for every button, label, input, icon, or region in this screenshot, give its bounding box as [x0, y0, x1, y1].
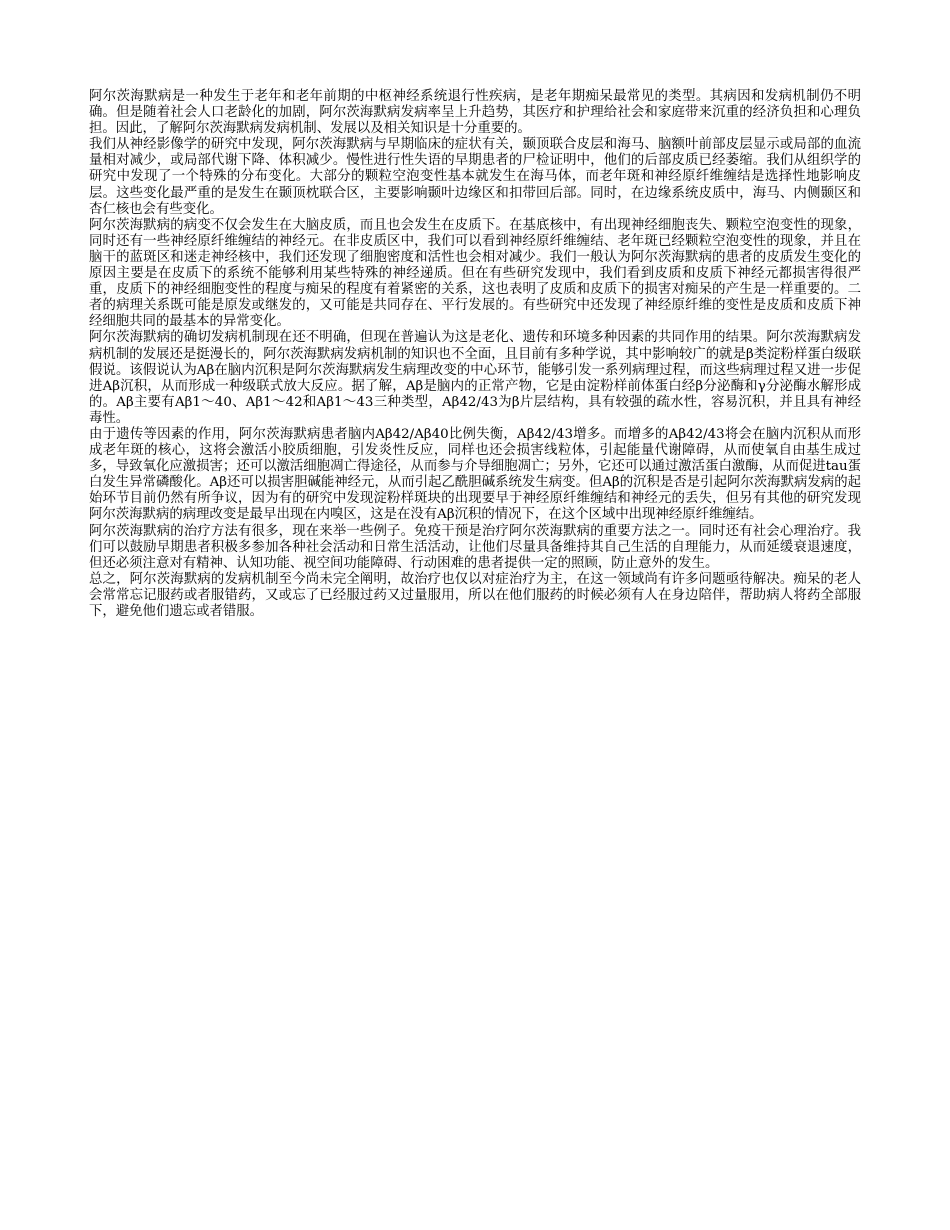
paragraph-neuroimaging: 我们从神经影像学的研究中发现，阿尔茨海默病与早期临床的症状有关，颞顶联合皮层和海马、脑额叶前部皮层显示或局部的血流量相对减少，或局部代谢下降、体积减少。慢性进行性失语的早期患者的尸检证明中，他们的后部皮质已经萎缩。我们从组织学的研究中发现了一个特殊的分布变化。大部分的颗粒空泡变性基本就发生在海马体，而老年斑和神经原纤维缠结是选择性地影响皮层。这些变化最严重的是发生在颞顶枕联合区，主要影响颞叶边缘区和扣带回后部。同时，在边缘系统皮质中，海马、内侧颞区和杏仁核也会有些变化。 [89, 137, 861, 217]
document-body [89, 89, 861, 620]
paragraph-intro: 阿尔茨海默病是一种发生于老年和老年前期的中枢神经系统退行性疾病，是老年期痴呆最常见的类型。其病因和发病机制仍不明确。但是随着社会人口老龄化的加剧，阿尔茨海默病发病率呈上升趋势，其医疗和护理给社会和家庭带来沉重的经济负担和心理负担。因此，了解阿尔茨海默病发病机制、发展以及相关知识是十分重要的。 [89, 89, 861, 137]
paragraph-pathogenesis: 阿尔茨海默病的确切发病机制现在还不明确，但现在普遍认为这是老化、遗传和环境多种因素的共同作用的结果。阿尔茨海默病发病机制的发展还是挺漫长的，阿尔茨海默病发病机制的知识也不全面，且目前有多种学说，其中影响较广的就是β类淀粉样蛋白级联假说。该假说认为Aβ在脑内沉积是阿尔茨海默病发生病理改变的中心环节，能够引发一系列病理过程，而这些病理过程又进一步促进Aβ沉积，从而形成一种级联式放大反应。据了解，Aβ是脑内的正常产物，它是由淀粉样前体蛋白经β分泌酶和γ分泌酶水解形成的。Aβ主要有Aβ1～40、Aβ1～42和Aβ1～43三种类型，Aβ42/43为β片层结构，具有较强的疏水性，容易沉积，并且具有神经毒性。 [89, 330, 861, 426]
paragraph-conclusion: 总之，阿尔茨海默病的发病机制至今尚未完全阐明，故治疗也仅以对症治疗为主，在这一领域尚有许多问题亟待解决。痴呆的老人会常常忘记服药或者服错药，又或忘了已经服过药又过量服用，所以在他们服药的时候必须有人在身边陪伴，帮助病人将药全部服下，避免他们遗忘或者错服。 [89, 571, 861, 619]
paragraph-subcortical: 阿尔茨海默病的病变不仅会发生在大脑皮质，而且也会发生在皮质下。在基底核中，有出现神经细胞丧失、颗粒空泡变性的现象，同时还有一些神经原纤维缠结的神经元。在非皮质区中，我们可以看到神经原纤维缠结、老年斑已经颗粒空泡变性的现象，并且在脑干的蓝斑区和迷走神经核中，我们还发现了细胞密度和活性也会相对减少。我们一般认为阿尔茨海默病的患者的皮质发生变化的原因主要是在皮质下的系统不能够利用某些特殊的神经递质。但在有些研究发现中，我们看到皮质和皮质下神经元都损害得很严重，皮质下的神经细胞变性的程度与痴呆的程度有着紧密的关系，这也表明了皮质和皮质下的损害对痴呆的产生是一样重要的。二者的病理关系既可能是原发或继发的，又可能是共同存在、平行发展的。有些研究中还发现了神经原纤维的变性是皮质和皮质下神经细胞共同的最基本的异常变化。 [89, 217, 861, 330]
paragraph-treatment: 阿尔茨海默病的治疗方法有很多，现在来举一些例子。免疫干预是治疗阿尔茨海默病的重要方法之一。同时还有社会心理治疗。我们可以鼓励早期患者积极多参加各种社会活动和日常生活活动，让他们尽量具备维持其自己生活的自理能力，从而延缓衰退速度，但还必须注意对有精神、认知功能、视空间功能障碍、行动困难的患者提供一定的照顾，防止意外的发生。 [89, 523, 861, 571]
paragraph-amyloid: 由于遗传等因素的作用，阿尔茨海默病患者脑内Aβ42/Aβ40比例失衡，Aβ42/43增多。而增多的Aβ42/43将会在脑内沉积从而形成老年斑的核心，这将会激活小胶质细胞，引发炎性反应，同样也还会损害线粒体，引起能量代谢障碍，从而使氧自由基生成过多，导致氧化应激损害；还可以激活细胞凋亡得途径，从而参与介导细胞凋亡；另外，它还可以通过激活蛋白激酶，从而促进tau蛋白发生异常磷酸化。Aβ还可以损害胆碱能神经元，从而引起乙酰胆碱系统发生病变。但Aβ的沉积是否是引起阿尔茨海默病发病的起始环节目前仍然有所争议，因为有的研究中发现淀粉样斑块的出现要早于神经原纤维缠结和神经元的丢失，但另有其他的研究发现阿尔茨海默病的病理改变是最早出现在内嗅区，这是在没有Aβ沉积的情况下，在这个区域中出现神经原纤维缠结。 [89, 426, 861, 523]
